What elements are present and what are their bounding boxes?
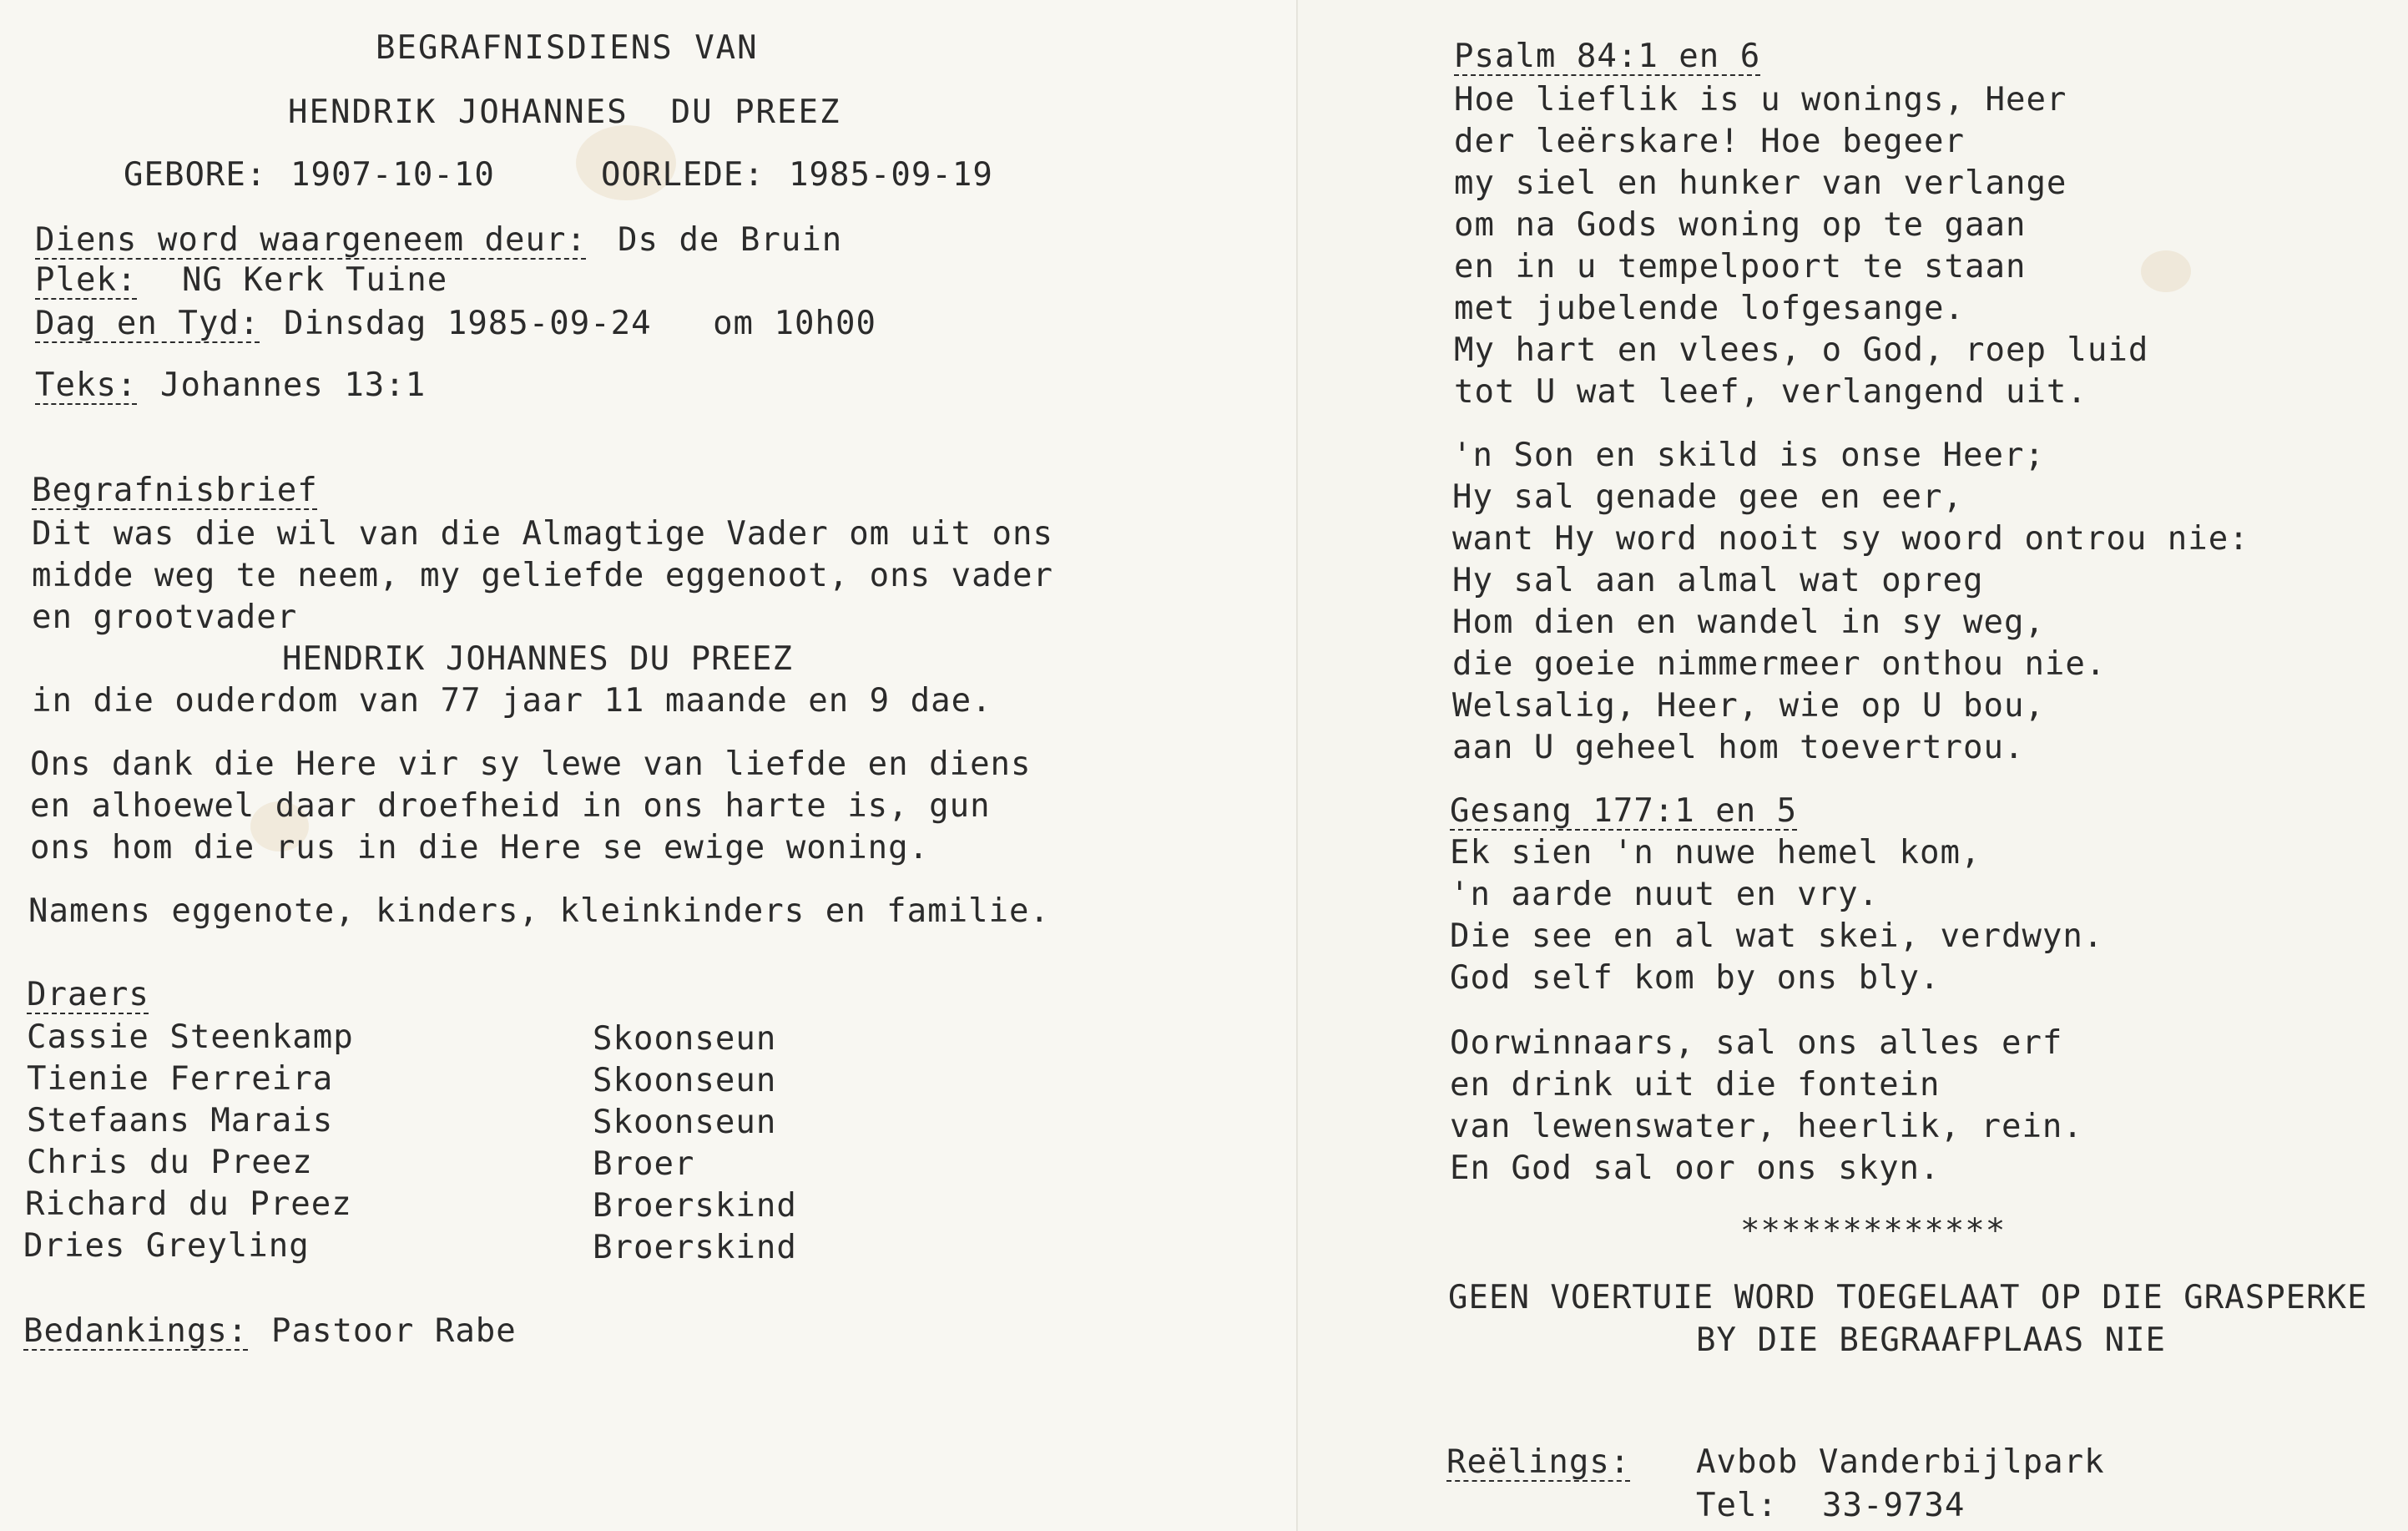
hymn-line: 'n aarde nuut en vry. [1450,876,1880,913]
thanks-line: Ons dank die Here vir sy lewe van liefde en diens [30,745,1032,783]
scripture-label: Teks: [35,366,138,404]
psalm-line: want Hy word nooit sy woord ontrou nie: [1452,520,2249,558]
bearer-relation: Skoonseun [593,1020,777,1058]
psalm-line: met jubelende lofgesange. [1454,290,1965,327]
bearer-name: Chris du Preez [27,1144,313,1181]
place: NG Kerk Tuine [182,261,448,299]
acknowledgements-label: Bedankings: [23,1312,249,1350]
hymn-line: Ek sien 'n nuwe hemel kom, [1450,834,1981,872]
letter-age: in die ouderdom van 77 jaar 11 maande en 9 dae. [32,682,992,720]
paper-stain [2141,250,2191,292]
psalm-line: my siel en hunker van verlange [1454,164,2067,202]
psalm-line: aan U geheel hom toevertrou. [1452,729,2025,766]
psalm-line: Hoe lieflik is u wonings, Heer [1454,81,2067,119]
notice-line: BY DIE BEGRAAFPLAAS NIE [1696,1321,2167,1359]
letter-heading: Begrafnisbrief [32,472,318,509]
bearer-relation: Broer [593,1145,695,1183]
born-date: 1907-10-10 [290,156,495,194]
bearer-relation: Skoonseun [593,1104,777,1141]
psalm-line: My hart en vlees, o God, roep luid [1454,331,2149,369]
hymn-line: Oorwinnaars, sal ons alles erf [1450,1024,2063,1062]
bearers-heading: Draers [27,976,149,1013]
psalm-line: tot U wat leef, verlangend uit. [1454,373,2087,411]
bearer-relation: Broerskind [593,1229,797,1266]
scripture: Johannes 13:1 [160,366,427,404]
psalm-line: om na Gods woning op te gaan [1454,206,2027,244]
psalm-line: Hom dien en wandel in sy weg, [1452,604,2045,641]
letter-line: Dit was die wil van die Almagtige Vader om uit ons [32,515,1053,553]
right-page [1298,0,2408,1531]
died-label: OORLEDE: [601,156,765,194]
born-label: GEBORE: [124,156,267,194]
hymn-line: En God sal oor ons skyn. [1450,1150,1941,1187]
letter-line: midde weg te neem, my geliefde eggenoot, ons vader [32,557,1053,594]
bearer-name: Tienie Ferreira [27,1060,334,1098]
officiant-label: Diens word waargeneem deur: [35,221,587,259]
psalm-line: Hy sal genade gee en eer, [1452,478,1963,516]
hymn-line: God self kom by ons bly. [1450,959,1941,997]
letter-line: en grootvader [32,599,298,636]
telephone-label: Tel: [1696,1487,1778,1524]
place-label: Plek: [35,261,138,299]
notice-line: GEEN VOERTUIE WORD TOEGELAAT OP DIE GRASPERKE [1448,1279,2368,1316]
bearer-name: Dries Greyling [23,1227,310,1265]
family-line: Namens eggenote, kinders, kleinkinders en familie. [28,892,1050,930]
bearer-relation: Broerskind [593,1187,797,1225]
arrangements-label: Reëlings: [1446,1443,1631,1481]
thanks-line: ons hom die rus in die Here se ewige woning. [30,829,930,867]
died-date: 1985-09-19 [789,156,993,194]
telephone-number: 33-9734 [1822,1487,1966,1524]
psalm-line: Welsalig, Heer, wie op U bou, [1452,687,2045,725]
psalm-line: en in u tempelpoort te staan [1454,248,2027,285]
hymn-line: en drink uit die fontein [1450,1066,1941,1104]
officiant: Ds de Bruin [618,221,843,259]
hymn-heading: Gesang 177:1 en 5 [1450,792,1798,830]
separator: ************* [1740,1212,2007,1250]
bearer-name: Stefaans Marais [27,1102,334,1139]
program-title: BEGRAFNISDIENS VAN [376,29,759,67]
datetime-label: Dag en Tyd: [35,305,260,342]
arrangements: Avbob Vanderbijlpark [1696,1443,2105,1481]
hymn-line: van lewenswater, heerlik, rein. [1450,1108,2083,1145]
thanks-line: en alhoewel daar droefheid in ons harte is, gun [30,787,991,825]
psalm-line: Hy sal aan almal wat opreg [1452,562,1984,599]
datetime: Dinsdag 1985-09-24 om 10h00 [284,305,876,342]
psalm-line: die goeie nimmermeer onthou nie. [1452,645,2107,683]
acknowledgements: Pastoor Rabe [271,1312,517,1350]
letter-deceased-name: HENDRIK JOHANNES DU PREEZ [282,640,793,678]
psalm-line: der leërskare! Hoe begeer [1454,123,1965,160]
deceased-name: HENDRIK JOHANNES DU PREEZ [288,93,841,131]
psalm-line: 'n Son en skild is onse Heer; [1452,437,2045,474]
psalm-heading: Psalm 84:1 en 6 [1454,38,1761,75]
hymn-line: Die see en al wat skei, verdwyn. [1450,917,2104,955]
bearer-relation: Skoonseun [593,1062,777,1099]
bearer-name: Cassie Steenkamp [27,1018,354,1056]
bearer-name: Richard du Preez [25,1185,352,1223]
